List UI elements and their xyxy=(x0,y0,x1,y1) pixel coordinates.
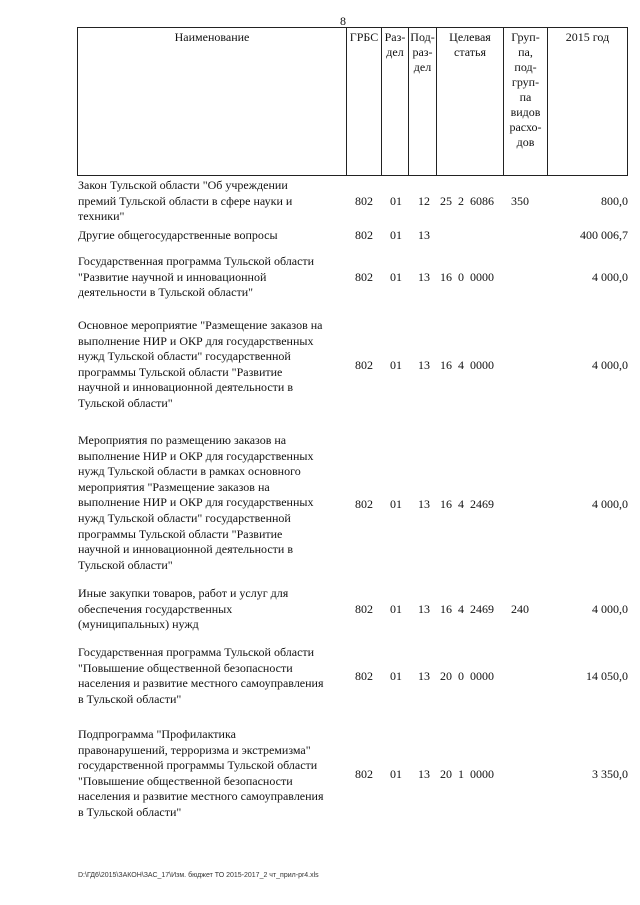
header-year xyxy=(547,27,628,176)
row-grbs: 802 xyxy=(355,194,373,208)
header-podrazdel-label: Под- раз- дел xyxy=(410,30,435,74)
row-grbs: 802 xyxy=(355,602,373,616)
row-grbs: 802 xyxy=(355,270,373,284)
row-podrazdel: 13 xyxy=(418,497,430,511)
row-razdel: 01 xyxy=(390,194,402,208)
row-target: 16 4 2469 xyxy=(440,497,494,511)
row-name: Государственная программа Тульской области "Повышение общественной безопасности населения и развитие местного самоуправления в Тульской области" xyxy=(78,645,324,706)
row-name: Государственная программа Тульской области "Развитие научной и инновационной деятельности в Тульской области" xyxy=(78,254,315,300)
header-grbs-label: ГРБС xyxy=(349,30,379,44)
row-razdel: 01 xyxy=(390,669,402,683)
header-target-label: Целевая статья xyxy=(449,30,491,59)
row-amount: 4 000,0 xyxy=(592,270,628,284)
row-podrazdel: 13 xyxy=(418,358,430,372)
row-amount: 14 050,0 xyxy=(586,669,628,683)
row-target: 25 2 6086 xyxy=(440,194,494,208)
row-name: Основное мероприятие "Размещение заказов на выполнение НИР и ОКР для государственных нужд Тульской области" государственной программы Тульской области "Развитие научной и инновационной деятельности в Тульской области" xyxy=(78,318,323,410)
header-name-label: Наименование xyxy=(174,30,250,44)
row-name: Подпрограмма "Профилактика правонарушений, терроризма и экстремизма" государственной программы Тульской области "Повышение общественной безопасности населения и развитие местного самоуправления в Тульской области" xyxy=(78,727,324,819)
row-razdel: 01 xyxy=(390,228,402,242)
row-grbs: 802 xyxy=(355,669,373,683)
row-podrazdel: 13 xyxy=(418,669,430,683)
row-target: 20 1 0000 xyxy=(440,767,494,781)
row-target: 16 4 0000 xyxy=(440,358,494,372)
file-path-footer: D:\ГД6\2015\ЗАКОН\ЗАС_17\Изм. бюджет ТО 2015-2017_2 чт_прил-pr4.xls xyxy=(78,872,319,879)
header-grbs xyxy=(346,27,381,176)
row-amount: 800,0 xyxy=(601,194,628,208)
row-target: 16 0 0000 xyxy=(440,270,494,284)
header-podrazdel xyxy=(408,27,436,176)
row-podrazdel: 12 xyxy=(418,194,430,208)
row-group: 240 xyxy=(511,602,529,616)
header-razdel-label: Раз- дел xyxy=(384,30,406,59)
row-target: 16 4 2469 xyxy=(440,602,494,616)
header-name xyxy=(77,27,346,176)
header-group xyxy=(503,27,547,176)
row-razdel: 01 xyxy=(390,602,402,616)
row-podrazdel: 13 xyxy=(418,228,430,242)
header-razdel xyxy=(381,27,408,176)
row-grbs: 802 xyxy=(355,358,373,372)
row-amount: 4 000,0 xyxy=(592,602,628,616)
row-podrazdel: 13 xyxy=(418,767,430,781)
row-amount: 400 006,7 xyxy=(580,228,628,242)
header-target xyxy=(436,27,503,176)
row-razdel: 01 xyxy=(390,767,402,781)
row-razdel: 01 xyxy=(390,270,402,284)
row-name: Другие общегосударственные вопросы xyxy=(78,228,278,242)
row-grbs: 802 xyxy=(355,767,373,781)
row-name: Закон Тульской области "Об учреждении премий Тульской области в сфере науки и техники" xyxy=(78,178,293,224)
row-name: Иные закупки товаров, работ и услуг для обеспечения государственных (муниципальных) нужд xyxy=(78,586,289,632)
row-amount: 4 000,0 xyxy=(592,358,628,372)
row-razdel: 01 xyxy=(390,358,402,372)
row-podrazdel: 13 xyxy=(418,602,430,616)
row-grbs: 802 xyxy=(355,228,373,242)
row-name: Мероприятия по размещению заказов на выполнение НИР и ОКР для государственных нужд Тульской области в рамках основного мероприятия "Размещение заказов на выполнение НИР и ОКР для государственных нужд Тульской области" государственной программы Тульской области "Развитие научной и инновационной деятельности в Тульской области" xyxy=(78,433,314,572)
header-group-label: Груп- па, под- груп- па видов расхо- дов xyxy=(509,30,542,149)
row-razdel: 01 xyxy=(390,497,402,511)
header-year-label: 2015 год xyxy=(565,30,610,44)
row-target: 20 0 0000 xyxy=(440,669,494,683)
row-amount: 4 000,0 xyxy=(592,497,628,511)
row-group: 350 xyxy=(511,194,529,208)
row-podrazdel: 13 xyxy=(418,270,430,284)
row-amount: 3 350,0 xyxy=(592,767,628,781)
row-grbs: 802 xyxy=(355,497,373,511)
page-number: 8 xyxy=(340,14,346,28)
